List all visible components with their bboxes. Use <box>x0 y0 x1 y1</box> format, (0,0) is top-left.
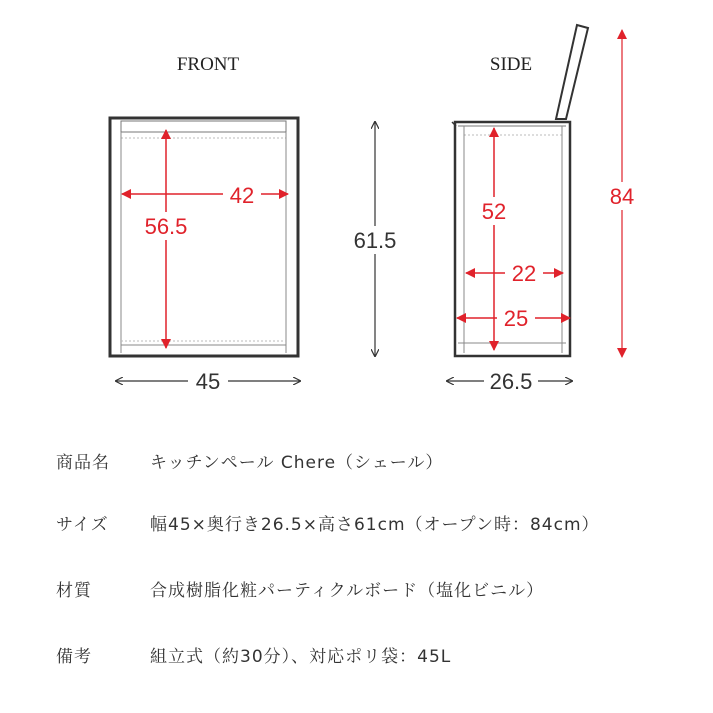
spec-label: 材質 <box>56 581 92 601</box>
spec-value: キッチンペール Chere（シェール） <box>150 453 444 473</box>
spec-row-product-name <box>0 443 713 483</box>
side-open-lid <box>556 25 588 119</box>
side-outer-depth-label: 26.5 <box>489 369 533 394</box>
spec-label: 備考 <box>56 647 92 667</box>
spec-row-size <box>0 505 713 545</box>
spec-label: サイズ <box>56 515 109 535</box>
front-inner-width-label: 42 <box>229 183 255 208</box>
front-view-title: FRONT <box>176 54 240 75</box>
spec-value: 合成樹脂化粧パーティクルボード（塩化ビニル） <box>150 581 545 601</box>
side-open-height-label: 84 <box>609 184 635 209</box>
front-outer-width-label: 45 <box>195 369 221 394</box>
front-inner-height-label: 56.5 <box>144 214 188 239</box>
spec-label: 商品名 <box>56 453 110 473</box>
spec-value: 組立式（約30分）、対応ポリ袋：45L <box>150 647 452 667</box>
side-inner-height-label: 52 <box>481 199 507 224</box>
side-view-title: SIDE <box>489 54 533 75</box>
side-inner-depth-lower-label: 25 <box>503 306 529 331</box>
front-top-rim <box>121 121 286 132</box>
spec-row-notes <box>0 637 713 677</box>
front-outer-height-label: 61.5 <box>353 228 397 253</box>
spec-row-material <box>0 571 713 611</box>
spec-value: 幅45×奥行き26.5×高さ61cm（オープン時：84cm） <box>150 515 600 535</box>
side-inner-depth-upper-label: 22 <box>511 261 537 286</box>
